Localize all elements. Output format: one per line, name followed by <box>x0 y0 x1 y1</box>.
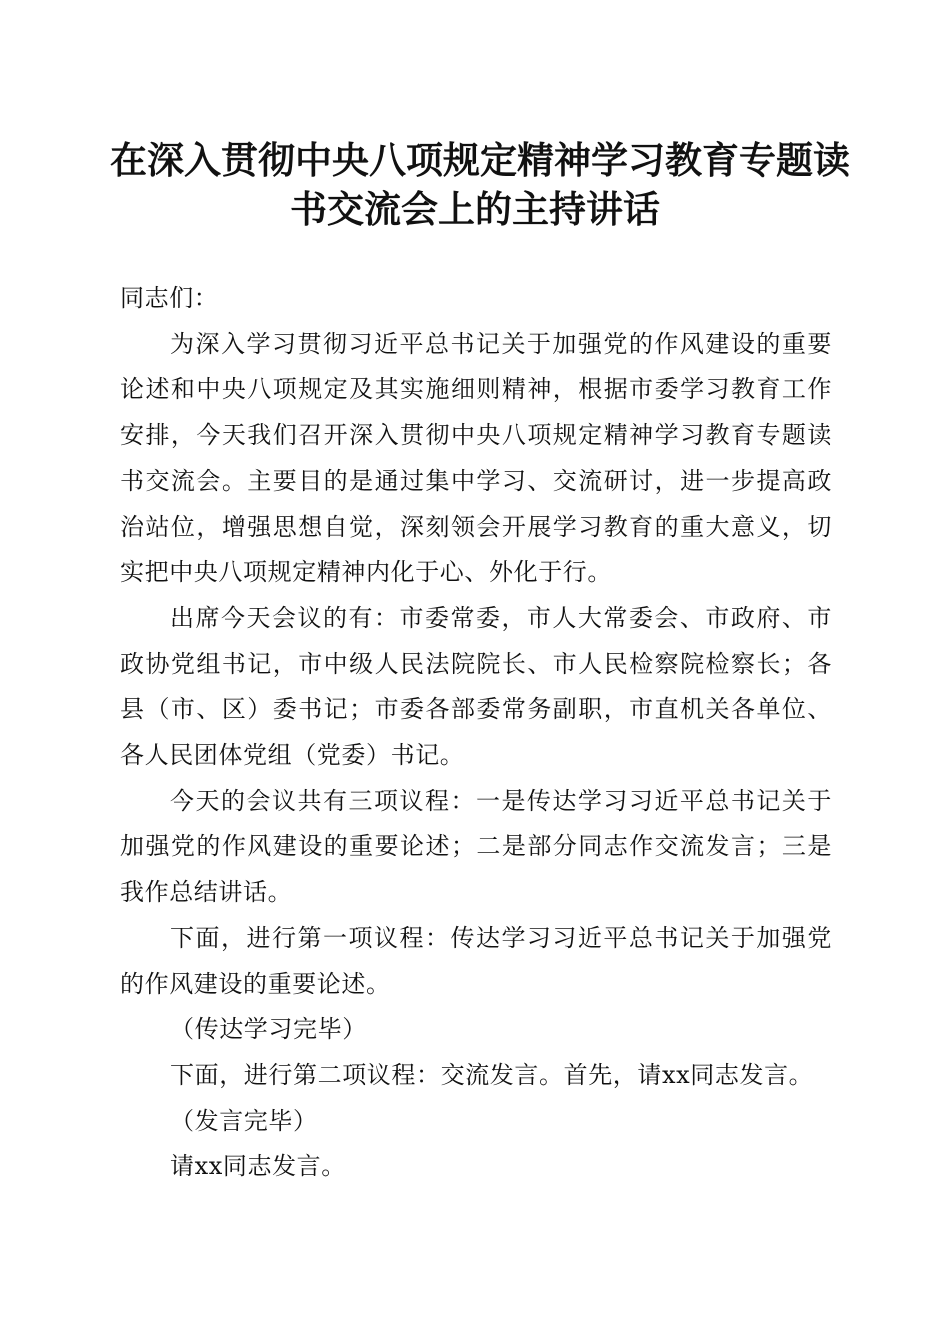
paragraph-next-speaker: 请xx同志发言。 <box>170 1152 346 1181</box>
document-title <box>110 136 850 234</box>
paragraph-agenda: 今天的会议共有三项议程：一是传达学习习近平总书记关于加强党的作风建设的重要论述；二是部分同志作交流发言；三是我作总结讲话。 <box>120 786 832 907</box>
stage-note-study-complete: （传达学习完毕） <box>170 1015 367 1044</box>
paragraph-attendees: 出席今天会议的有：市委常委，市人大常委会、市政府、市政协党组书记，市中级人民法院院长、市人民检察院检察长；各县（市、区）委书记；市委各部委常务副职，市直机关各单位、各人民团体党组（党委）书记。 <box>120 603 832 770</box>
paragraph-agenda-item-1: 下面，进行第一项议程：传达学习习近平总书记关于加强党的作风建设的重要论述。 <box>120 923 832 998</box>
title-line-1: 在深入贯彻中央八项规定精神学习教育专题读 <box>110 138 850 182</box>
paragraph-purpose: 为深入学习贯彻习近平总书记关于加强党的作风建设的重要论述和中央八项规定及其实施细则精神，根据市委学习教育工作安排，今天我们召开深入贯彻中央八项规定精神学习教育专题读书交流会。主要目的是通过集中学习、交流研讨，进一步提高政治站位，增强思想自觉，深刻领会开展学习教育的重大意义，切实把中央八项规定精神内化于心、外化于行。 <box>120 329 832 587</box>
document-body <box>120 276 832 1190</box>
title-line-2: 书交流会上的主持讲话 <box>290 187 660 231</box>
paragraph-agenda-item-2: 下面，进行第二项议程：交流发言。首先，请xx同志发言。 <box>170 1060 814 1089</box>
salutation: 同志们： <box>120 284 219 312</box>
stage-note-speech-complete: （发言完毕） <box>170 1106 318 1135</box>
